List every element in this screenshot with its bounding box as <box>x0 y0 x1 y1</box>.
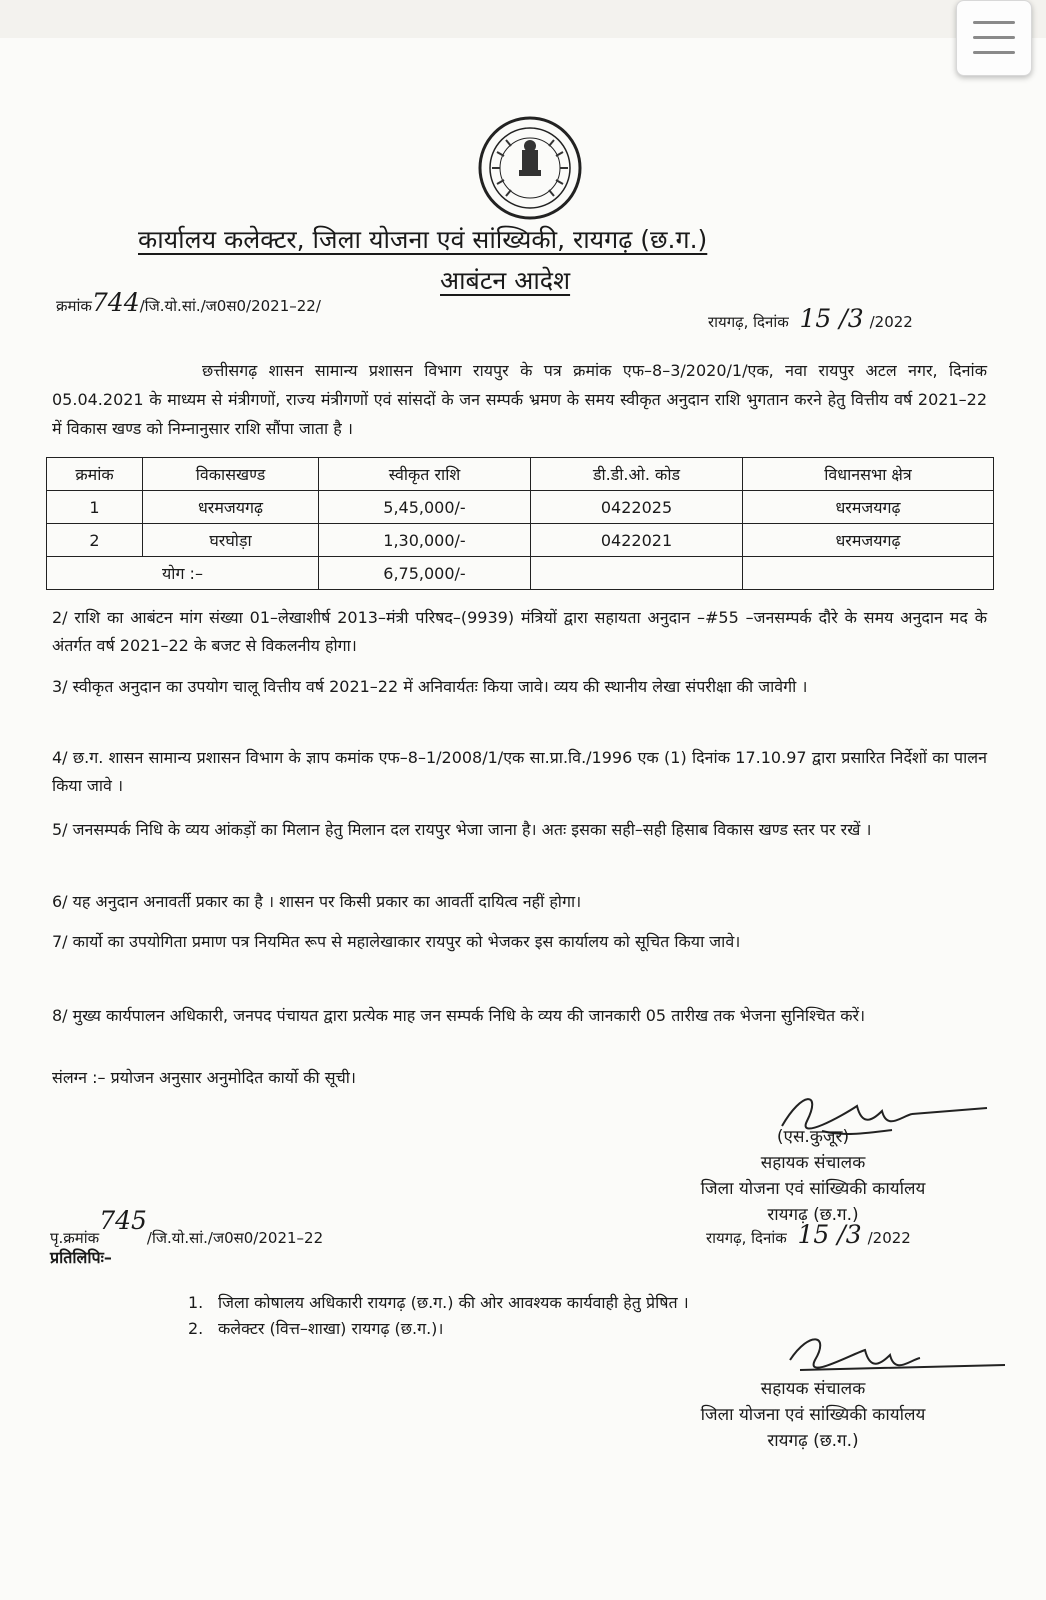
signature-1-date <box>706 1220 911 1249</box>
table-total-row <box>47 557 994 590</box>
ref-suffix: /जि.यो.सां./ज0स0/2021–22/ <box>139 297 321 315</box>
enclosure-line: संलग्न :– प्रयोजन अनुसार अनुमोदित कार्यो की सूची। <box>52 1068 356 1087</box>
table-cell: 1,30,000/- <box>319 524 531 557</box>
signature-2-block <box>668 1376 958 1454</box>
list-item: 1. जिला कोषालय अधिकारी रायगढ़ (छ.ग.) की ओर आवश्यक कार्यवाही हेतु प्रेषित । <box>188 1293 689 1312</box>
date-prefix: रायगढ़, दिनांक <box>708 313 789 331</box>
ref-label: क्रमांक <box>56 297 92 315</box>
table-header-row <box>47 458 994 491</box>
paragraph-7: 7/ कार्यो का उपयोगिता प्रमाण पत्र नियमित रूप से महालेखाकार रायपुर को भेजकर इस कार्यालय को सूचित किया जावे। <box>52 932 741 951</box>
date-line <box>708 304 913 333</box>
intro-paragraph: छत्तीसगढ़ शासन सामान्य प्रशासन विभाग रायपुर के पत्र क्रमांक एफ–8–3/2020/1/एक, नवा रायपुर अटल नगर, दिनांक 05.04.2021 के माध्यम से मंत्रीगणों, राज्य मंत्रीगणों एवं सांसदों के जन सम्पर्क भ्रमण के समय स्वीकृत अनुदान राशि भुगतान करने हेतु वित्तीय वर्ष 2021–22 में विकास खण्ड को निम्नानुसार राशि सौंपा जाता है । <box>52 361 987 438</box>
date-handwritten: 15 /3 <box>797 1220 862 1249</box>
ref-number-handwritten: 744 <box>91 288 140 317</box>
table-row <box>47 524 994 557</box>
copy-ref-suffix: /जि.यो.सां./ज0स0/2021–22 <box>146 1229 324 1247</box>
table-row <box>47 491 994 524</box>
hamburger-menu-icon[interactable] <box>956 0 1032 76</box>
table-header: क्रमांक <box>47 458 143 491</box>
signer-name: (एस.कुजूर) <box>776 1127 850 1147</box>
total-value: 6,75,000/- <box>319 557 531 590</box>
list-item: 2. कलेक्टर (वित्त–शाखा) रायगढ़ (छ.ग.)। <box>188 1319 444 1338</box>
office-title: कार्यालय कलेक्टर, जिला योजना एवं सांख्यिकी, रायगढ़ (छ.ग.) <box>138 225 708 254</box>
table-header: स्वीकृत राशि <box>319 458 531 491</box>
date-handwritten: 15 /3 <box>799 304 864 333</box>
table-cell <box>531 557 743 590</box>
table-cell: 0422021 <box>531 524 743 557</box>
table-cell: 5,45,000/- <box>319 491 531 524</box>
signer-office: जिला योजना एवं सांख्यिकी कार्यालय <box>700 1179 926 1199</box>
copy-label: प्रतिलिपिः– <box>50 1248 112 1267</box>
table-cell: 0422025 <box>531 491 743 524</box>
paragraph-4: 4/ छ.ग. शासन सामान्य प्रशासन विभाग के ज्ञाप कमांक एफ–8–1/2008/1/एक सा.प्रा.वि./1996 एक (1) दिनांक 17.10.97 द्वारा प्रसारित निर्देशों का पालन किया जावे । <box>52 748 987 795</box>
date-year: /2022 <box>869 313 913 331</box>
paragraph-3: 3/ स्वीकृत अनुदान का उपयोग चालू वित्तीय वर्ष 2021–22 में अनिवार्यतः किया जावे। व्यय की स्थानीय लेखा संपरीक्षा की जावेगी । <box>52 677 808 696</box>
paragraph-2: 2/ राशि का आबंटन मांग संख्या 01–लेखाशीर्ष 2013–मंत्री परिषद–(9939) मंत्रियों द्वारा सहायता अनुदान –#55 –जनसम्पर्क दौरे के समय अनुदान मद के अंतर्गत वर्ष 2021–22 के बजट से विकलनीय होगा। <box>52 608 987 655</box>
copy-ref-line <box>50 1206 324 1249</box>
table-cell: घरघोड़ा <box>143 524 319 557</box>
table-header: विधानसभा क्षेत्र <box>743 458 994 491</box>
table-cell: धरमजयगढ़ <box>743 524 994 557</box>
table-header: डी.डी.ओ. कोड <box>531 458 743 491</box>
state-emblem-seal <box>470 112 590 224</box>
table-cell: 1 <box>47 491 143 524</box>
table-cell: धरमजयगढ़ <box>143 491 319 524</box>
paragraph-6: 6/ यह अनुदान अनावर्ती प्रकार का है । शासन पर किसी प्रकार का आवर्ती दायित्व नहीं होगा। <box>52 892 582 911</box>
table-cell: 2 <box>47 524 143 557</box>
signer-designation: सहायक संचालक <box>760 1379 866 1399</box>
copy-list <box>188 1290 689 1342</box>
total-label: योग :– <box>47 557 319 590</box>
table-cell <box>743 557 994 590</box>
copy-ref-label: पृ.क्रमांक <box>50 1229 100 1247</box>
signature-1-block <box>668 1124 958 1228</box>
signer-place: रायगढ़ (छ.ग.) <box>767 1431 859 1451</box>
copy-ref-number-handwritten: 745 <box>99 1206 147 1235</box>
table-cell: धरमजयगढ़ <box>743 491 994 524</box>
date-year: /2022 <box>867 1229 911 1247</box>
ref-line <box>56 288 321 317</box>
signer-place: रायगढ़ (छ.ग.) <box>767 1205 859 1225</box>
paragraph-5: 5/ जनसम्पर्क निधि के व्यय आंकड़ों का मिलान हेतु मिलान दल रायपुर भेजा जाना है। अतः इसका सही–सही हिसाब विकास खण्ड स्तर पर रखें । <box>52 820 872 839</box>
table-header: विकासखण्ड <box>143 458 319 491</box>
allocation-table <box>46 457 994 590</box>
signer-office: जिला योजना एवं सांख्यिकी कार्यालय <box>700 1405 926 1425</box>
signer-designation: सहायक संचालक <box>760 1153 866 1173</box>
date-prefix: रायगढ़, दिनांक <box>706 1229 787 1247</box>
paragraph-8: 8/ मुख्य कार्यपालन अधिकारी, जनपद पंचायत द्वारा प्रत्येक माह जन सम्पर्क निधि के व्यय की जानकारी 05 तारीख तक भेजना सुनिश्चित करें। <box>52 1006 866 1025</box>
order-title: आबंटन आदेश <box>440 266 571 295</box>
